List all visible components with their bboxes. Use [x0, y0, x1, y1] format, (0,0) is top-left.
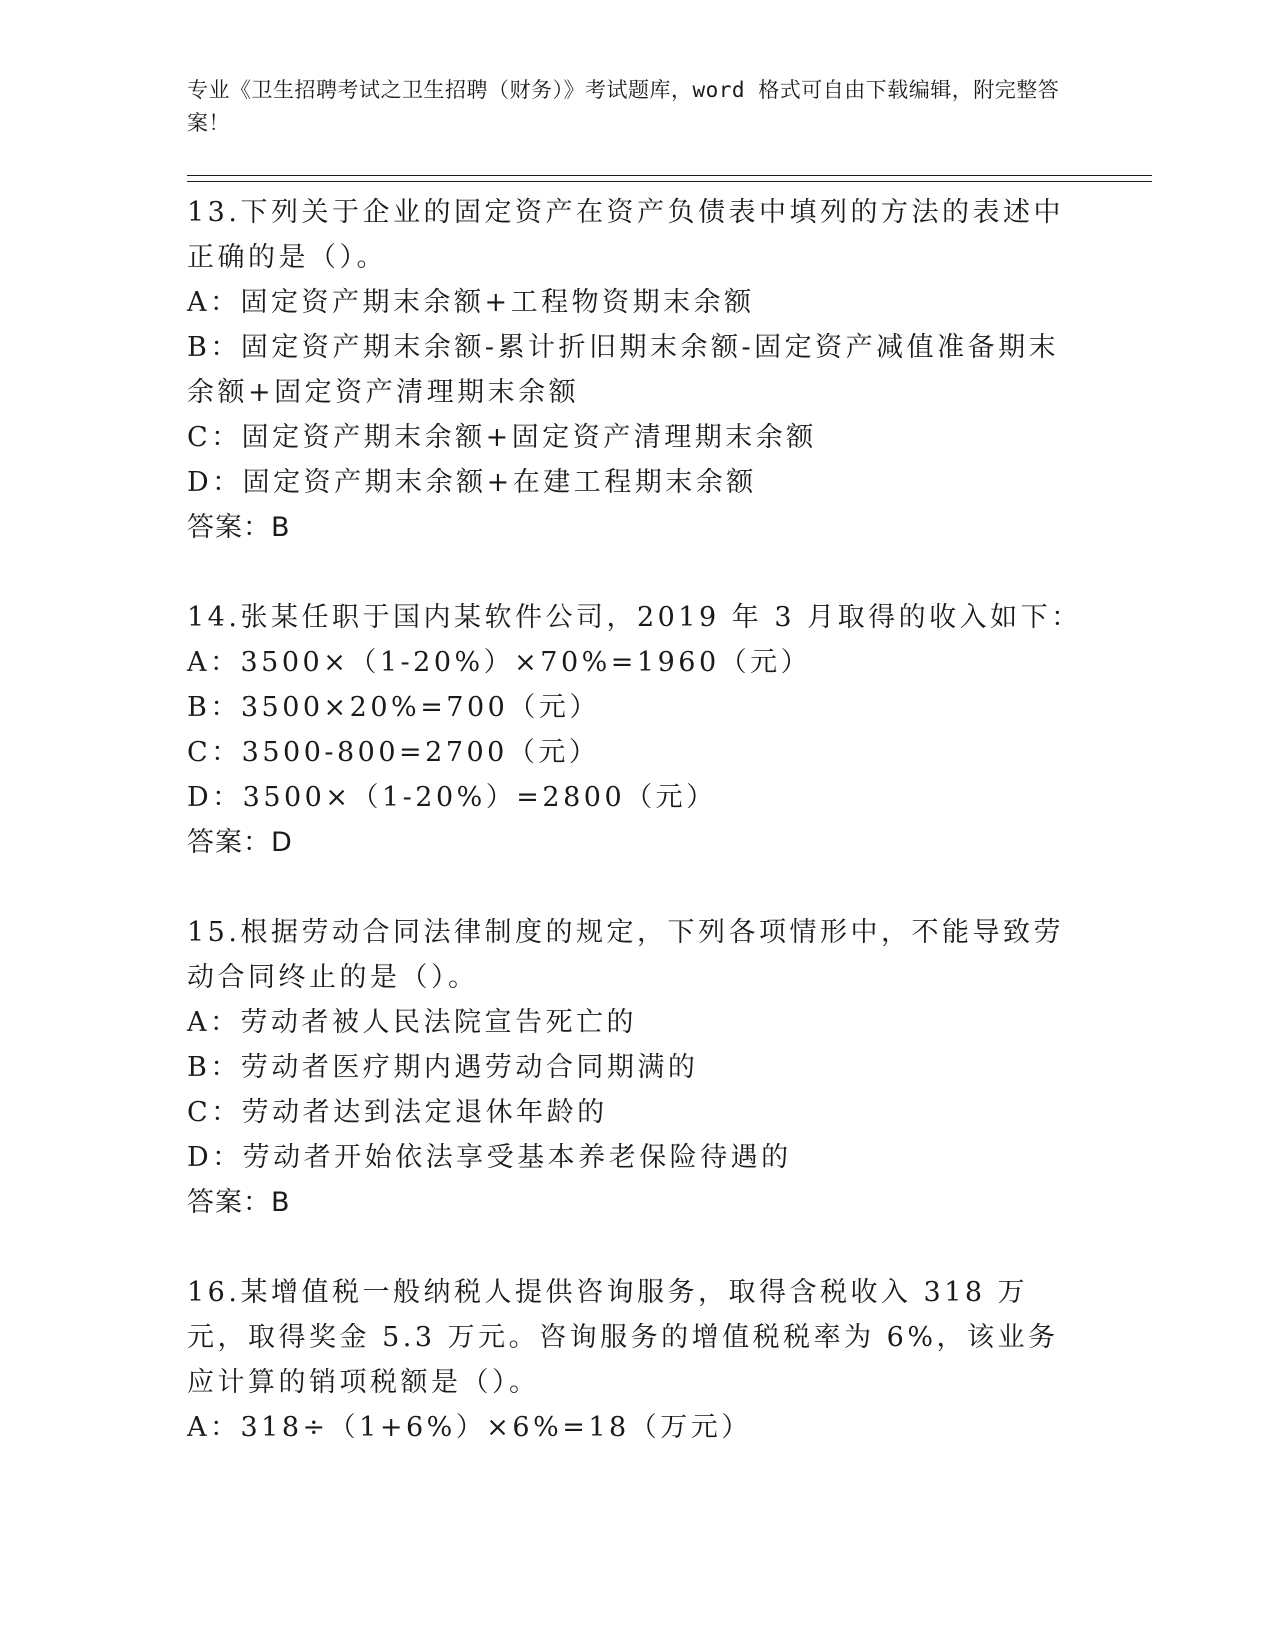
- answer-label: 答案：D: [187, 827, 293, 858]
- header-text: 专业《卫生招聘考试之卫生招聘（财务）》考试题库，word 格式可自由下载编辑，附完整答案！: [187, 78, 1060, 135]
- option-a: A：3500×（1-20%）×70%=1960（元）: [187, 647, 812, 678]
- question-stem: 15.根据劳动合同法律制度的规定，下列各项情形中，不能导致劳动合同终止的是（）。: [187, 917, 1064, 993]
- question-15: [187, 910, 1087, 1225]
- question-stem: 14.张某任职于国内某软件公司，2019 年 3 月取得的收入如下：: [187, 602, 1082, 633]
- question-14: [187, 595, 1087, 865]
- option-d: D：固定资产期末余额+在建工程期末余额: [187, 467, 757, 498]
- question-list: [187, 190, 1087, 1450]
- option-a: A：318÷（1+6%）×6%=18（万元）: [187, 1412, 752, 1443]
- option-b: B：3500×20%=700（元）: [187, 692, 600, 723]
- question-16: [187, 1270, 1087, 1450]
- header-divider-bottom: [187, 181, 1152, 182]
- header-divider-top: [187, 175, 1152, 176]
- answer-label: 答案：B: [187, 1187, 291, 1218]
- option-a: A：固定资产期末余额+工程物资期末余额: [187, 287, 755, 318]
- question-stem: 13.下列关于企业的固定资产在资产负债表中填列的方法的表述中正确的是（）。: [187, 197, 1064, 273]
- option-d: D：3500×（1-20%）=2800（元）: [187, 782, 717, 813]
- option-a: A：劳动者被人民法院宣告死亡的: [187, 1007, 637, 1038]
- option-d: D：劳动者开始依法享受基本养老保险待遇的: [187, 1142, 792, 1173]
- option-b: B：劳动者医疗期内遇劳动合同期满的: [187, 1052, 699, 1083]
- question-13: [187, 190, 1087, 550]
- option-b: B：固定资产期末余额-累计折旧期末余额-固定资产减值准备期末余额+固定资产清理期末余额: [187, 332, 1060, 408]
- option-c: C：固定资产期末余额+固定资产清理期末余额: [187, 422, 817, 453]
- document-header: [187, 74, 1067, 140]
- question-stem: 16.某增值税一般纳税人提供咨询服务，取得含税收入 318 万元，取得奖金 5.3 万元。咨询服务的增值税税率为 6%，该业务应计算的销项税额是（）。: [187, 1277, 1059, 1398]
- option-c: C：3500-800=2700（元）: [187, 737, 600, 768]
- answer-label: 答案：B: [187, 512, 291, 543]
- option-c: C：劳动者达到法定退休年龄的: [187, 1097, 608, 1128]
